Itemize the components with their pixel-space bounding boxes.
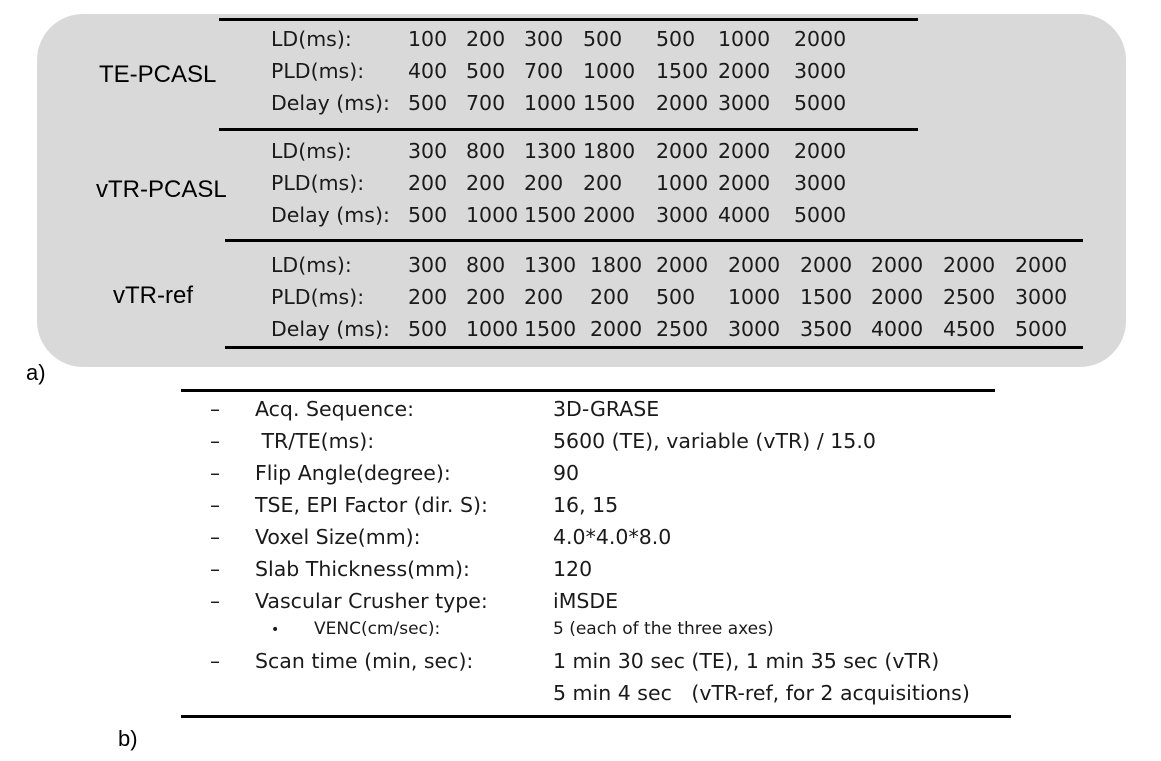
- param-label: VENC(cm/sec):: [314, 619, 441, 639]
- param-label: Slab Thickness(mm):: [255, 557, 470, 581]
- table-cell: 500: [408, 203, 448, 227]
- table-cell: 500: [656, 285, 696, 309]
- table-cell: 800: [466, 139, 506, 163]
- bullet-marker: •: [271, 622, 280, 638]
- table-cell: 1000: [718, 27, 771, 51]
- table-cell: 1000: [524, 91, 577, 115]
- param-value: 4.0*4.0*8.0: [553, 525, 672, 549]
- dash-marker: –: [210, 429, 220, 453]
- row-label: PLD(ms):: [271, 59, 365, 83]
- table-cell: 4000: [718, 203, 771, 227]
- dash-marker: –: [210, 461, 220, 485]
- table-cell: 200: [524, 285, 564, 309]
- table-cell: 1000: [583, 59, 636, 83]
- rule-b-top: [181, 389, 995, 392]
- table-cell: 1500: [583, 91, 636, 115]
- table-cell: 1500: [524, 203, 577, 227]
- param-value: 5600 (TE), variable (vTR) / 15.0: [553, 429, 876, 453]
- table-cell: 800: [466, 253, 506, 277]
- table-cell: 4500: [943, 317, 996, 341]
- param-value: 16, 15: [553, 493, 619, 517]
- param-label: Vascular Crusher type:: [255, 589, 488, 613]
- table-cell: 200: [466, 171, 506, 195]
- table-cell: 1000: [728, 285, 781, 309]
- group-label-te-pcasl: TE-PCASL: [99, 61, 217, 88]
- table-cell: 300: [408, 139, 448, 163]
- rule-b-bottom: [181, 715, 1011, 718]
- table-cell: 500: [408, 317, 448, 341]
- table-cell: 2000: [871, 253, 924, 277]
- param-value: 120: [553, 557, 593, 581]
- table-cell: 5000: [794, 91, 847, 115]
- table-cell: 2000: [656, 139, 709, 163]
- table-cell: 3000: [1015, 285, 1068, 309]
- table-cell: 3000: [656, 203, 709, 227]
- table-cell: 1500: [524, 317, 577, 341]
- row-label: LD(ms):: [271, 27, 352, 51]
- table-cell: 1500: [800, 285, 853, 309]
- dash-marker: –: [210, 649, 220, 673]
- table-cell: 500: [656, 27, 696, 51]
- table-cell: 1300: [524, 253, 577, 277]
- rule-mid-te-vtr: [219, 128, 918, 131]
- param-label: TR/TE(ms):: [255, 429, 375, 453]
- param-label: Voxel Size(mm):: [255, 525, 421, 549]
- table-cell: 700: [524, 59, 564, 83]
- table-cell: 2000: [656, 253, 709, 277]
- table-cell: 200: [408, 171, 448, 195]
- row-label: Delay (ms):: [271, 91, 390, 115]
- table-cell: 2000: [943, 253, 996, 277]
- rule-bottom-ref: [225, 346, 1083, 349]
- row-label: PLD(ms):: [271, 171, 365, 195]
- row-label: LD(ms):: [271, 253, 352, 277]
- param-value: 3D-GRASE: [553, 397, 660, 421]
- table-cell: 200: [408, 285, 448, 309]
- dash-marker: –: [210, 493, 220, 517]
- param-label: Flip Angle(degree):: [255, 461, 451, 485]
- dash-marker: –: [210, 397, 220, 421]
- dash-marker: –: [210, 557, 220, 581]
- table-cell: 1000: [466, 203, 519, 227]
- table-cell: 5000: [1015, 317, 1068, 341]
- table-cell: 2000: [871, 285, 924, 309]
- table-cell: 2000: [1015, 253, 1068, 277]
- table-cell: 2000: [590, 317, 643, 341]
- panel-a-tag: a): [26, 360, 46, 385]
- table-cell: 1000: [466, 317, 519, 341]
- dash-marker: –: [210, 525, 220, 549]
- table-cell: 500: [466, 59, 506, 83]
- table-cell: 3500: [800, 317, 853, 341]
- table-cell: 200: [466, 27, 506, 51]
- table-cell: 2000: [718, 59, 771, 83]
- table-cell: 1000: [656, 171, 709, 195]
- table-cell: 2000: [718, 171, 771, 195]
- row-label: PLD(ms):: [271, 285, 365, 309]
- row-label: Delay (ms):: [271, 203, 390, 227]
- table-cell: 200: [590, 285, 630, 309]
- table-cell: 300: [408, 253, 448, 277]
- table-cell: 2000: [656, 91, 709, 115]
- table-cell: 400: [408, 59, 448, 83]
- table-cell: 2000: [718, 139, 771, 163]
- row-label: Delay (ms):: [271, 317, 390, 341]
- table-cell: 1800: [583, 139, 636, 163]
- table-cell: 100: [408, 27, 448, 51]
- param-label: Scan time (min, sec):: [255, 649, 474, 673]
- param-value: iMSDE: [553, 589, 619, 613]
- table-cell: 500: [408, 91, 448, 115]
- table-cell: 4000: [871, 317, 924, 341]
- dash-marker: –: [210, 589, 220, 613]
- table-cell: 500: [583, 27, 623, 51]
- table-cell: 200: [524, 171, 564, 195]
- param-value: 5 (each of the three axes): [553, 619, 774, 639]
- param-value: 5 min 4 sec (vTR-ref, for 2 acquisitions): [553, 681, 970, 705]
- group-label-vtr-ref: vTR-ref: [113, 282, 193, 309]
- table-cell: 3000: [794, 59, 847, 83]
- param-label: TSE, EPI Factor (dir. S):: [255, 493, 488, 517]
- row-label: LD(ms):: [271, 139, 352, 163]
- table-cell: 700: [466, 91, 506, 115]
- table-cell: 5000: [794, 203, 847, 227]
- param-value: 1 min 30 sec (TE), 1 min 35 sec (vTR): [553, 649, 940, 673]
- table-cell: 2000: [794, 27, 847, 51]
- table-cell: 200: [466, 285, 506, 309]
- table-cell: 2000: [794, 139, 847, 163]
- panel-b-tag: b): [118, 726, 138, 751]
- group-label-vtr-pcasl: vTR-PCASL: [96, 176, 227, 203]
- table-cell: 200: [583, 171, 623, 195]
- param-value: 90: [553, 461, 580, 485]
- table-cell: 3000: [718, 91, 771, 115]
- table-cell: 3000: [794, 171, 847, 195]
- rule-top-te: [219, 18, 918, 21]
- table-cell: 2500: [656, 317, 709, 341]
- table-cell: 1300: [524, 139, 577, 163]
- table-cell: 3000: [728, 317, 781, 341]
- table-cell: 1800: [590, 253, 643, 277]
- table-cell: 2500: [943, 285, 996, 309]
- rule-mid-vtr-ref: [225, 239, 1083, 242]
- table-cell: 1500: [656, 59, 709, 83]
- param-label: Acq. Sequence:: [255, 397, 415, 421]
- table-cell: 2000: [728, 253, 781, 277]
- table-cell: 2000: [583, 203, 636, 227]
- table-cell: 2000: [800, 253, 853, 277]
- table-cell: 300: [524, 27, 564, 51]
